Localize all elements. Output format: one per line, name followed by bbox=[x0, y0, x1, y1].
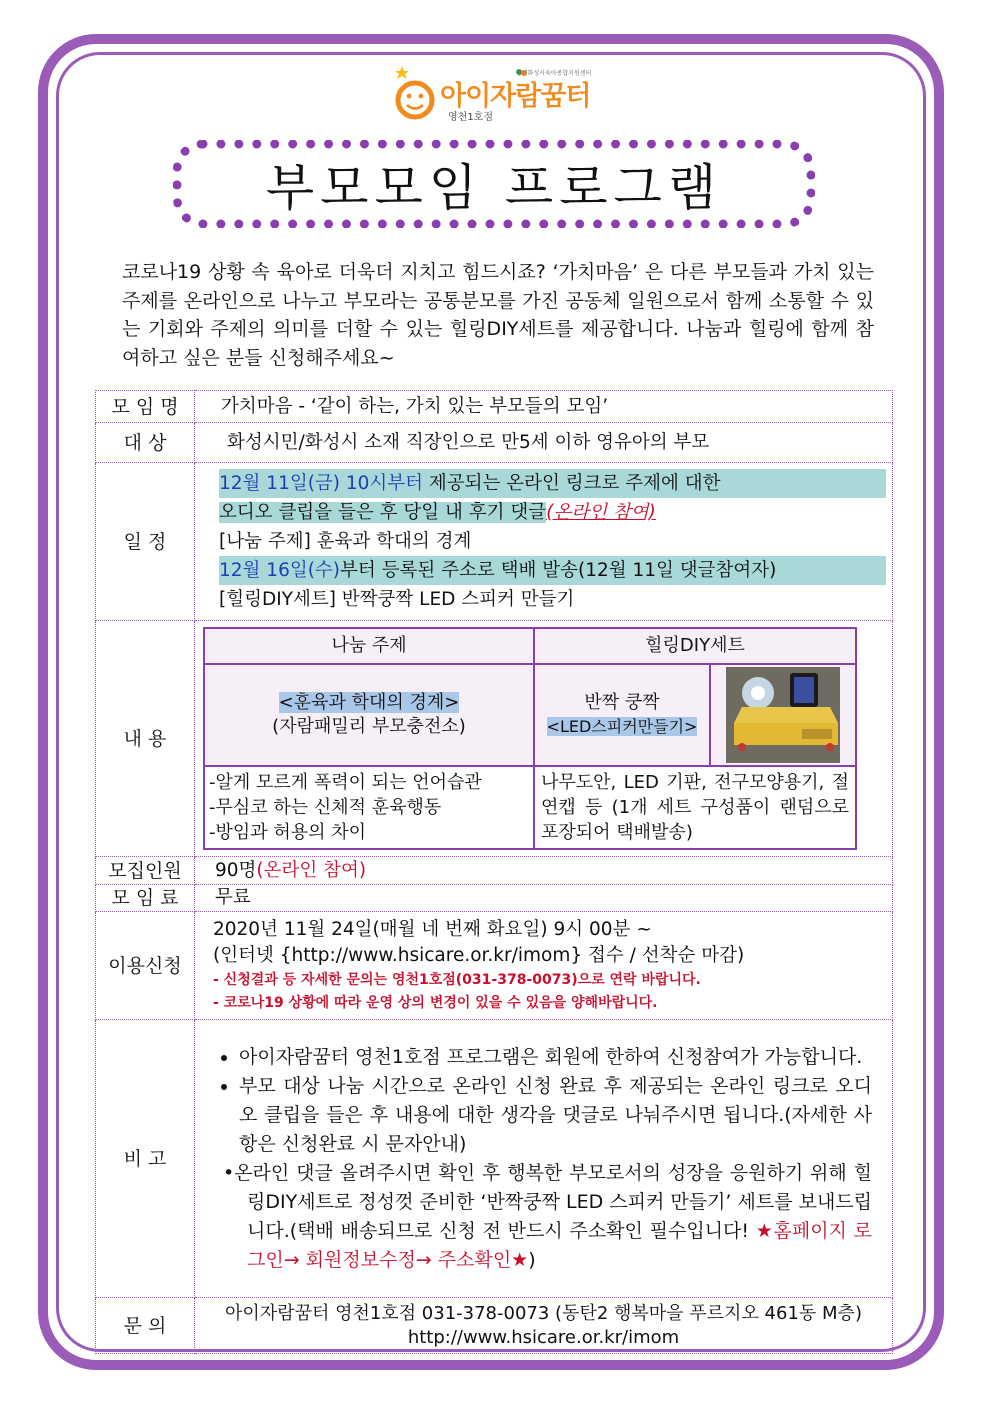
row-target bbox=[96, 423, 893, 463]
row-content bbox=[96, 621, 893, 857]
value-apply bbox=[195, 912, 893, 1020]
header-diy: 힐링DIY세트 bbox=[534, 628, 856, 664]
value-target: 화성시민/화성시 소재 직장인으로 만5세 이하 영유아의 부모 bbox=[195, 423, 893, 463]
row-fee bbox=[96, 885, 893, 912]
topic-subtitle: (자람패밀리 부모충전소) bbox=[272, 716, 466, 737]
label-fee: 모 임 료 bbox=[96, 885, 195, 912]
title-box bbox=[173, 140, 815, 228]
diy-description: 나무도안, LED 기판, 전구모양용기, 절연캡 등 (1개 세트 구성품이 랜덤으로 포장되어 택배발송) bbox=[534, 766, 856, 849]
row-notes bbox=[96, 1020, 893, 1298]
led-speaker-photo bbox=[726, 667, 840, 763]
logo-branch: 영천1호점 bbox=[448, 112, 494, 123]
program-table bbox=[95, 390, 893, 1354]
note-item: • 아이자람꿈터 영천1호점 프로그램은 회원에 한하여 신청참여가 가능합니다. bbox=[239, 1043, 872, 1072]
row-recruit bbox=[96, 857, 893, 885]
note-item-3: •온라인 댓글 올려주시면 확인 후 행복한 부모로서의 성장을 응원하기 위해 힐링DIY세트로 정성껏 준비한 ‘반짝쿵짝 LED 스피커 만들기’ 세트를 보내드립니다.(택배 배송되므로 신청 전 반드시 주소확인 필수입니다! ★홈페이지 로그인→ 회원정보수정→ 주소확인★) bbox=[223, 1161, 873, 1271]
label-recruit: 모집인원 bbox=[96, 857, 195, 885]
topic-title: <훈육과 학대의 경계> bbox=[278, 692, 460, 713]
row-contact bbox=[96, 1298, 893, 1354]
schedule-line-1: 12월 11일(금) 10시부터 제공되는 온라인 링크로 주제에 대한 bbox=[219, 469, 886, 498]
value-schedule bbox=[195, 463, 893, 621]
label-name: 모 임 명 bbox=[96, 391, 195, 423]
diy-subtitle: <LED스피커만들기> bbox=[546, 717, 698, 736]
value-name: 가치마음 - ‘같이 하는, 가치 있는 부모들의 모임’ bbox=[195, 391, 893, 423]
schedule-line-5: [힐링DIY세트] 반짝쿵짝 LED 스피커 만들기 bbox=[219, 589, 575, 610]
apply-note-1: - 신청결과 등 자세한 문의는 영천1호점(031-378-0073)으로 연락 바랍니다. bbox=[213, 971, 701, 988]
value-content bbox=[195, 621, 893, 857]
topic-cell bbox=[204, 664, 534, 766]
topic-items bbox=[204, 766, 534, 849]
note-item: • 부모 대상 나눔 시간으로 온라인 신청 완료 후 제공되는 온라인 링크로 오디오 클립을 들은 후 내용에 대한 생각을 댓글로 나눠주시면 됩니다.(자세한 사항은 신청완료 시 문자안내) bbox=[239, 1072, 872, 1159]
diy-cell bbox=[534, 664, 710, 766]
apply-line-2: (인터넷 {http://www.hsicare.or.kr/imom} 접수 / 선착순 마감) bbox=[213, 944, 745, 966]
row-apply bbox=[96, 912, 893, 1020]
schedule-line-4: 12월 16일(수)부터 등록된 주소로 택배 발송(12월 11일 댓글참여자) bbox=[219, 556, 886, 585]
value-fee: 무료 bbox=[195, 885, 893, 912]
row-name bbox=[96, 391, 893, 423]
logo-name: 아이자람꿈터 bbox=[440, 81, 591, 112]
label-apply: 이용신청 bbox=[96, 912, 195, 1020]
notes-list bbox=[219, 1043, 872, 1159]
contact-url[interactable]: http://www.hsicare.or.kr/imom bbox=[407, 1326, 680, 1348]
header-topic: 나눔 주제 bbox=[204, 628, 534, 664]
row-schedule bbox=[96, 463, 893, 621]
diy-title: 반짝 쿵짝 bbox=[584, 692, 660, 713]
page-title: 부모모임 프로그램 bbox=[265, 159, 723, 217]
label-content: 내 용 bbox=[96, 621, 195, 857]
label-schedule: 일 정 bbox=[96, 463, 195, 621]
topic-item: -무심코 하는 신체적 훈육행동 bbox=[209, 797, 442, 818]
content-table bbox=[203, 627, 857, 850]
schedule-line-3: [나눔 주제] 훈육과 학대의 경계 bbox=[219, 531, 472, 552]
topic-item: -방임과 허용의 차이 bbox=[209, 822, 367, 843]
schedule-line-2: 오디오 클립을 들은 후 당일 내 후기 댓글(온라인 참여) bbox=[219, 502, 656, 523]
label-contact: 문 의 bbox=[96, 1298, 195, 1354]
contact-line-1: 아이자람꿈터 영천1호점 031-378-0073 (동탄2 행복마을 푸르지오 461동 M층) bbox=[225, 1302, 862, 1324]
value-contact bbox=[195, 1298, 893, 1354]
label-notes: 비 고 bbox=[96, 1020, 195, 1298]
label-target: 대 상 bbox=[96, 423, 195, 463]
value-recruit: 90명(온라인 참여) bbox=[195, 857, 893, 885]
apply-line-1: 2020년 11월 24일(매월 네 번째 화요일) 9시 00분 ~ bbox=[213, 918, 652, 940]
intro-paragraph: 코로나19 상황 속 육아로 더욱더 지치고 힘드시죠? ‘가치마음’ 은 다른 부모들과 가치 있는 주제를 온라인으로 나누고 부모라는 공통분모를 가진 공동체 일원으로서 함께 소통할 수 있는 기회와 주제의 의미를 더할 수 있는 힐링DIY세트를 제공합니다. 나눔과 힐링에 함께 참여하고 싶은 분들 신청해주세요~ bbox=[122, 261, 874, 369]
value-notes bbox=[195, 1020, 893, 1298]
logo-org: 경기화성시육아종합지원센터 bbox=[516, 70, 592, 77]
diy-photo-cell bbox=[710, 664, 856, 766]
topic-item: -알게 모르게 폭력이 되는 언어습관 bbox=[209, 772, 482, 793]
apply-note-2: - 코로나19 상황에 따라 운영 상의 변경이 있을 수 있음을 양해바랍니다. bbox=[213, 994, 658, 1011]
